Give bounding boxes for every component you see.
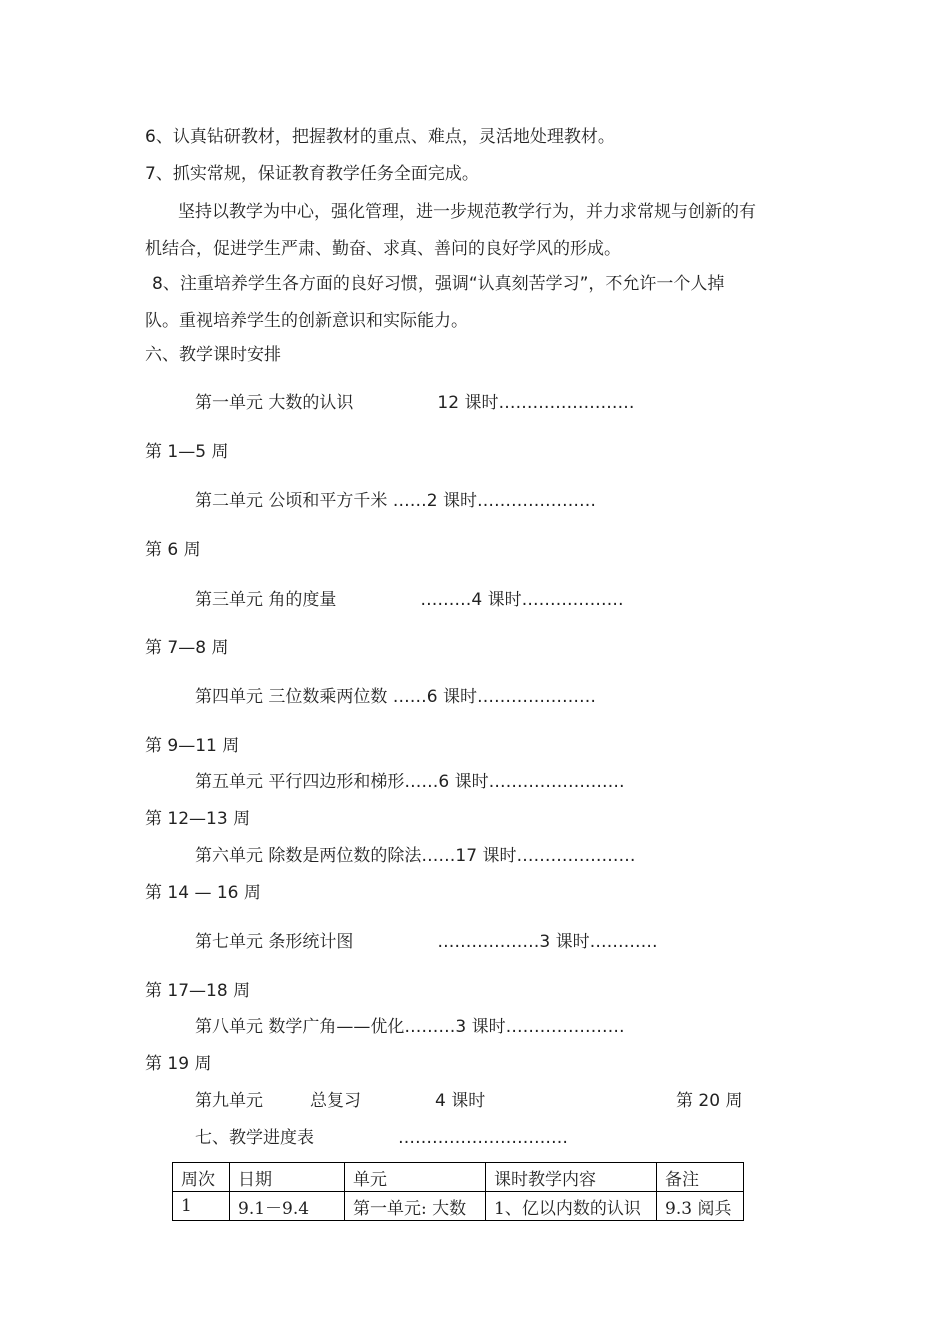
unit-4-title: 三位数乘两位数 ……6 课时…………………	[268, 687, 597, 707]
unit-7-weeks: 第 17—18 周	[145, 981, 251, 1001]
unit-7-label: 第七单元	[195, 932, 263, 952]
unit-5-label: 第五单元	[195, 772, 263, 792]
table-header-cell: 日期	[230, 1163, 345, 1192]
unit-6-title: 除数是两位数的除法……17 课时…………………	[268, 846, 636, 866]
unit-5-line	[195, 771, 625, 793]
unit-9-title: 总复习	[310, 1091, 361, 1111]
unit-3-hours: ………4 课时………………	[420, 590, 624, 610]
item-6: 6、认真钻研教材，把握教材的重点、难点，灵活地处理教材。	[145, 127, 615, 147]
schedule-table	[172, 1162, 744, 1221]
table-header-cell: 周次	[173, 1163, 230, 1192]
table-header-cell: 备注	[657, 1163, 744, 1192]
unit-2-line	[195, 490, 596, 512]
unit-6-label: 第六单元	[195, 846, 263, 866]
unit-2-weeks: 第 6 周	[145, 540, 201, 560]
unit-8-title: 数学广角——优化………3 课时…………………	[268, 1017, 625, 1037]
unit-3-line	[195, 589, 624, 611]
paragraph-line-2: 机结合，促进学生严肃、勤奋、求真、善问的良好学风的形成。	[145, 239, 621, 259]
unit-6-line	[195, 845, 635, 867]
unit-8-weeks: 第 19 周	[145, 1054, 212, 1074]
unit-9-label: 第九单元	[195, 1091, 263, 1111]
unit-1-line	[195, 392, 634, 414]
table-cell: 9.3 阅兵	[657, 1192, 744, 1221]
unit-5-weeks: 第 12—13 周	[145, 809, 251, 829]
table-header-row	[173, 1163, 744, 1192]
section-6-heading: 六、教学课时安排	[145, 345, 281, 365]
unit-7-title: 条形统计图	[268, 932, 354, 952]
unit-1-weeks: 第 1—5 周	[145, 442, 229, 462]
unit-5-title: 平行四边形和梯形……6 课时……………………	[268, 772, 625, 792]
unit-4-line	[195, 686, 596, 708]
table-cell: 1、亿以内数的认识	[486, 1192, 657, 1221]
unit-7-hours: ………………3 课时…………	[437, 932, 658, 952]
unit-3-label: 第三单元	[195, 590, 263, 610]
paragraph-line-1: 坚持以教学为中心，强化管理，进一步规范教学行为，并力求常规与创新的有	[178, 202, 756, 222]
unit-2-title: 公顷和平方千米 ……2 课时…………………	[268, 491, 597, 511]
item-7: 7、抓实常规，保证教育教学任务全面完成。	[145, 164, 479, 184]
unit-9-hours: 4 课时	[435, 1091, 486, 1111]
section-7-heading: 七、教学进度表	[195, 1128, 314, 1148]
table-header-cell: 单元	[345, 1163, 486, 1192]
unit-2-label: 第二单元	[195, 491, 263, 511]
unit-1-label: 第一单元	[195, 393, 263, 413]
unit-8-line	[195, 1016, 625, 1038]
table-cell: 9.1－9.4	[230, 1192, 345, 1221]
unit-4-label: 第四单元	[195, 687, 263, 707]
section-7-dots: …………………………	[398, 1128, 568, 1148]
unit-1-title: 大数的认识	[268, 393, 354, 413]
unit-1-hours: 12 课时……………………	[437, 393, 635, 413]
unit-9-weeks: 第 20 周	[676, 1091, 743, 1111]
unit-3-weeks: 第 7—8 周	[145, 638, 229, 658]
table-row	[173, 1192, 744, 1221]
unit-7-line	[195, 931, 658, 953]
table-header-cell: 课时教学内容	[486, 1163, 657, 1192]
item-8-line-1: 8、注重培养学生各方面的良好习惯，强调“认真刻苦学习”，不允许一个人掉	[152, 274, 725, 294]
table-cell: 1	[173, 1192, 230, 1221]
unit-8-label: 第八单元	[195, 1017, 263, 1037]
unit-6-weeks: 第 14 — 16 周	[145, 883, 261, 903]
unit-3-title: 角的度量	[268, 590, 337, 610]
item-8-line-2: 队。重视培养学生的创新意识和实际能力。	[145, 311, 468, 331]
table-cell: 第一单元: 大数	[345, 1192, 486, 1221]
unit-4-weeks: 第 9—11 周	[145, 736, 240, 756]
